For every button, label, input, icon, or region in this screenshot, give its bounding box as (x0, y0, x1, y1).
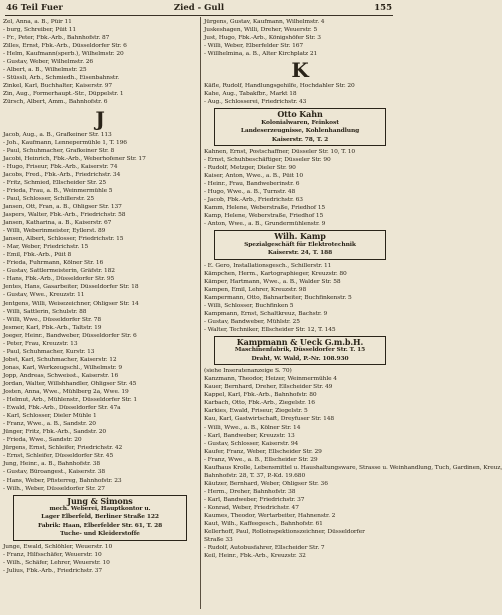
directory-entry: Kahnen, Ernst, Postschaffner, Düsseler Str. 10, T. 10 (204, 148, 356, 155)
advertisement-line: Fabrik: Haan, Elberfelder Str. 61, T. 28 (37, 521, 163, 529)
advertisement-line: Landeserzeugnisse, Kohlenhandlung (240, 127, 360, 135)
directory-entry: - Frieda, Frau, a. B., Weinmermühle 5 (3, 187, 113, 194)
directory-entry: - Emil, Fbk.-Arb., Püit 8 (3, 252, 72, 259)
directory-entry: - Willi, Weber, Elberfelder Str. 167 (204, 43, 304, 50)
left-column (3, 18, 197, 611)
directory-entry: - Stüssli, Arb., Schmiedh., Eisenbahnstr. (3, 75, 120, 82)
directory-entry: Jürgens, Ernst, Schleifer, Friedrichstr. 42 (3, 445, 123, 452)
directory-entry: - Wilh., Schäfer, Lehrer, Weuerstr. 10 (3, 559, 110, 566)
directory-entry: Joeger, Heinr., Bandweber, Düsseldorfer Str. 6 (3, 332, 137, 339)
directory-entry: - E. Gero, Installationsgesch., Schillerstr. 11 (204, 262, 332, 269)
directory-entry: Käfle, Rudolf, Handlungsgehilfe, Hochdahler Str. 20 (204, 83, 355, 90)
directory-entry: Jansen, Katharina, a. B., Kaiserstr. 67 (3, 220, 112, 227)
directory-entry: - Joh., Kaufmann, Lennepermühle 1, T. 196 (3, 139, 127, 146)
directory-entry: - Hans, Weber, Pfisterreg, Bahnhofstr. 23 (3, 477, 122, 484)
directory-entry: - Hugo, Wwe., a. B., Turnstr. 48 (204, 189, 296, 196)
directory-entry: - Jacob, Fbk.-Arb., Friedrichstr. 63 (204, 197, 303, 204)
directory-entry: Kämper, Hartmann, Wwe., a. B., Walder Str. 58 (204, 278, 341, 285)
directory-entry: Jordan, Walter, Willshhandler, Ohligser Str. 45 (3, 380, 137, 387)
directory-entry: Kamp, Helene, Weberstraße, Friedhof 15 (204, 213, 324, 220)
directory-entry: Karkies, Ewald, Friseur, Ziegelstr. 5 (204, 408, 308, 415)
directory-entry: Zürsch, Albert, Amm., Bahnhofstr. 6 (3, 99, 108, 106)
directory-entry: Jentgens, Willi, Weisezeichner, Ohligser Str. 14 (3, 300, 139, 307)
directory-entry: Jünger, Fritz, Fbk.-Arb., Sandstr. 20 (3, 429, 107, 436)
directory-entry: Jacob, Aug., a. B., Grafkeiner Str. 113 (3, 131, 112, 138)
directory-entry: - Fritz, Schmied, Ellscheider Str. 25 (3, 179, 107, 186)
directory-entry: Juskeshagen, Willi, Dreher, Weuerstr. 5 (204, 27, 318, 34)
directory-entry: - Willi, Wwe., a. B., Kölner Str. 14 (204, 424, 301, 431)
directory-entry: - Karl, Bandweber, Friedrichstr. 37 (204, 496, 305, 503)
advertisement-name: Kampmann & Ueck G.m.b.H. (236, 337, 364, 347)
directory-entry: - Gustav, Schlosser, Kaiserstr. 94 (204, 440, 299, 447)
directory-entry: Kampermann, Otto, Bahnarbeiter, Buchfinkenstr. 5 (204, 294, 352, 301)
directory-entry: - Willi, Wwe., Düsseldorfer Str. 78 (3, 316, 102, 323)
advertisement-name: Jung & Simons (67, 495, 133, 506)
directory-entry: Josten, Anna, Wwe., Mühlberg 2a, Wwe. 19 (3, 389, 129, 396)
directory-entry: - Paul, Schuhmacher, Kurstr. 13 (3, 348, 95, 355)
directory-entry: - Albert, a. B., Wilhelmstr. 25 (3, 67, 87, 74)
header-left: 46 Teil Fuer (6, 3, 63, 13)
header-rule (5, 15, 393, 16)
directory-entry: - Frieda, Fuhrmann, Kölner Str. 16 (3, 260, 104, 267)
directory-entry: - Heinr., Frau, Bandweberinstr. 6 (204, 181, 300, 188)
directory-entry: - Aug., Schlosserei, Friedrichstr. 43 (204, 99, 307, 106)
directory-entry: Kaut, Wilh., Kaffeegesch., Bahnhofstr. 61 (204, 521, 323, 528)
advertisement-box (214, 336, 386, 365)
advertisement-line: Kolonialwaren, Feinkost (261, 118, 339, 126)
directory-entry: - Herm., Dreher, Bahnhofstr. 38 (204, 488, 296, 495)
directory-entry: - Paul, Schlosser, Schillerstr. 25 (3, 195, 94, 202)
advertisement-line: Lager Elberfeld, Berliner Straße 122 (41, 513, 159, 521)
directory-entry: Kellerhoff, Paul, Rolloinspektionszeichner, Düsseldorfer (204, 529, 365, 536)
directory-entry: - Willhelmina, a. B., Alter Kirchplatz 21 (204, 51, 318, 58)
directory-entry: Keil, Heinr., Fbk.-Arb., Kreuzstr. 32 (204, 553, 306, 560)
column-divider (200, 17, 201, 609)
directory-entry: - Hugo, Friseur, Fbk.-Arb., Kaiserstr. 74 (3, 163, 118, 170)
directory-entry: - Gustav, Büroangest., Kaiserstr. 38 (3, 469, 106, 476)
directory-entry: Jacobs, Fred., Fbk.-Arb., Friedrichstr. 34 (3, 171, 121, 178)
advertisement-name: Otto Kahn (277, 109, 323, 120)
advertisement-line: Tuche- und Kleiderstoffe (60, 530, 140, 538)
directory-entry: - Anton, Wwe., a. B., Grundermühlenstr. 9 (204, 221, 326, 228)
directory-entry: Kampen, Emil, Lehrer, Kreuzstr. 98 (204, 286, 307, 293)
directory-entry: Karbach, Otto, Fbk.-Arb., Ziegelstr. 16 (204, 400, 315, 407)
directory-entry: Kahe, Aug., Tabakfbr., Markt 18 (204, 91, 297, 98)
directory-entry: - Willi, Weberinmeister, Eyllerst. 89 (3, 228, 106, 235)
directory-entry: Käutzer, Bernhard, Weber, Ohligser Str. 36 (204, 480, 328, 487)
directory-entry: - Helm, Kaufmann(sperb.), Wilhelmstr. 20 (3, 51, 124, 58)
directory-entry: Jonas, Karl, Werkzeugschl., Wilhelmstr. 9 (3, 364, 122, 371)
directory-entry: - Willi, Schlosser, Buchfinken 5 (204, 302, 294, 309)
directory-entry: - Willi, Sattlerin, Schulstr. 88 (3, 308, 87, 315)
directory-entry: Zin, Aug., Formerhaupt.-Str., Düppelstr. 1 (3, 91, 124, 98)
directory-entry: (siehe Inseratenanzeige S. 70) (204, 368, 292, 375)
directory-entry: Zel, Anna, a. B., Püir 11 (3, 19, 72, 25)
directory-entry: - Konrad, Weber, Friedrichstr. 47 (204, 504, 299, 511)
directory-entry: - Peter, Frau, Kreuzstr. 13 (3, 340, 78, 347)
directory-entry: - Ernst, Schleifer, Düsseldorfer Str. 45 (3, 453, 114, 460)
advertisement-line: Kaiserstr. 24, T. 188 (267, 249, 333, 257)
directory-entry: - Gustav, Bandweber, Mühlstr. 25 (204, 318, 300, 325)
directory-entry: Kaumes, Theodor, Wertarbeiter, Hahnenstr. 2 (204, 513, 336, 520)
directory-entry: - Karl, Bandweber, Kreuzstr. 13 (204, 432, 295, 439)
advertisement-box (13, 495, 187, 541)
directory-entry: - Franz, Wwe., a. B., Ellscheider Str. 29 (204, 456, 318, 463)
advertisement-box (214, 230, 386, 259)
directory-entry: Jesmer, Karl, Fbk.-Arb., Taltstr. 19 (3, 324, 102, 331)
advertisement-name: Wilh. Kamp (274, 231, 326, 242)
directory-entry: Kanzmann, Theodor, Heizer, Weinmermühle 4 (204, 376, 337, 383)
directory-entry: Jaspers, Walter, Fbk.-Arb., Friedrichstr. 58 (3, 211, 126, 218)
running-header (6, 3, 392, 15)
advertisement-box (214, 108, 386, 146)
directory-entry: - Gustav, Wwe., Kreuzstr. 11 (3, 292, 85, 299)
advertisement-line: Kaiserstr. 78, T. 2 (271, 135, 329, 143)
advertisement-line: Maschinenfabrik, Düsseldorfer Str. T. 15 (234, 346, 366, 354)
page-number: 155 (374, 3, 392, 13)
directory-entry: - Gustav, Sattlermeisterin, Gräfstr. 182 (3, 268, 115, 275)
directory-entry: Kauer, Bernhard, Dreher, Ellscheider Str. 49 (204, 384, 333, 391)
directory-entry: Just, Hugo, Fbk.-Arb., Königshöfer Str. 3 (204, 35, 321, 42)
section-letter: K (291, 58, 309, 83)
directory-entry: Kau, Karl, Gastwirtschaft, Dreyfuser Str. 148 (204, 416, 335, 423)
directory-entry: Kampmann, Ernst, Schaltkreuz, Bachstr. 9 (204, 310, 328, 317)
directory-entry: Jentes, Hans, Gasarbeiter, Düsseldorfer Str. 18 (3, 284, 139, 291)
directory-entry: Jung, Heinr., a. B., Bahnhofstr. 38 (3, 461, 101, 468)
directory-entry: - Franz, Wwe., a. B., Sandstr. 20 (3, 421, 96, 428)
directory-entry: Kaufer, Franz, Weber, Ellscheider Str. 29 (204, 448, 322, 455)
directory-entry: - Wilh., Weber, Düsseldorfer Str. 27 (3, 485, 105, 492)
directory-entry: Kamm, Helene, Weberstraße, Friedhof 15 (204, 205, 325, 212)
directory-entry: Kämpchen, Herm., Kartographieger, Kreuzstr. 80 (204, 270, 347, 277)
advertisement-line: Spezialgeschäft für Elektrotechnik (244, 240, 356, 248)
directory-entry: - Mar, Weber, Friedrichstr. 15 (3, 244, 89, 251)
section-letter: J (95, 106, 105, 131)
directory-entry: Jopp, Andreas, Schweisst., Kaiserstr. 16 (3, 372, 119, 379)
directory-entry: - Ernst, Schuhbeschäftiger, Düsseler Str. 90 (204, 156, 331, 163)
directory-entry: Straße 33 (204, 537, 233, 544)
directory-entry: Jacobi, Heinrich, Fbk.-Arb., Weberhofener Str. 17 (3, 155, 146, 162)
directory-entry: - Karl, Schlosser, Dieler Mühle 1 (3, 413, 97, 420)
directory-entry: Jobst, Karl, Schuhmacher, Kaiserstr. 12 (3, 356, 117, 363)
directory-entry: - Franz, Hilfsschäfer, Weuerstr. 10 (3, 551, 102, 558)
directory-entry: - Gustav, Weber, Wilhelmstr. 26 (3, 59, 94, 66)
directory-entry: - Rudolf, Autobusfahrer, Ellscheider Str. 7 (204, 545, 325, 552)
directory-entry: - Rudolf, Metzger, Dieler Str. 90 (204, 165, 296, 172)
directory-entry: Zinkel, Karl, Buchhalter, Kaiserstr. 97 (3, 83, 113, 90)
right-column (204, 18, 502, 611)
directory-entry: - Paul, Schuhmacher, Grafkeiner Str. 8 (3, 147, 115, 154)
directory-entry: Bahnhofstr. 28, T. 37, P.-Kd. 19.680 (204, 472, 306, 479)
directory-entry: Jansen, Albert, Schlosser, Friedrichstr. 15 (3, 236, 124, 243)
directory-entry: - burg, Schreiber, Püit 11 (3, 27, 77, 34)
directory-entry: Kappel, Karl, Fbk.-Arb., Bahnhofstr. 80 (204, 392, 317, 399)
directory-entry: - Walter, Techniker, Ellscheider Str. 12, T. 145 (204, 326, 336, 333)
directory-entry: Junge, Ewald, Schlöhler, Weuerstr. 10 (3, 543, 113, 550)
advertisement-line: Draht, W. Wald, P.-Nr. 108.930 (251, 354, 349, 362)
directory-entry: - Hans, Fbk.-Arb., Düsseldorfer Str. 95 (3, 276, 115, 283)
directory-entry: Jansen, Ott, Fran, a. B., Ohligser Str. 137 (3, 203, 122, 210)
directory-entry: - Helmut, Arb., Mühlenstr., Düsseldorfer Str. 1 (3, 397, 138, 404)
directory-entry: - Ewald, Fbk.-Arb., Düsseldorfer Str. 47a (3, 405, 121, 412)
directory-entry: - Julius, Fbk.-Arb., Friedrichstr. 37 (3, 567, 103, 574)
directory-entry: Kaufhaus Krolle, Lebensmittel u. Haushaltungsware, Strasse u. Weinhandlung, Tuch, Gardinen, Kreuz, (204, 464, 502, 471)
directory-entry: Kaiser, Anton, Wwe., a. B., Püit 10 (204, 173, 303, 180)
advertisement-line: mech. Weberei, Hauptkontor u. (49, 505, 151, 513)
directory-entry: - Fr., Peter, Fbk.-Arb., Bahnhofstr. 87 (3, 35, 110, 42)
directory-entry: - Frieda, Wwe., Sandstr. 20 (3, 437, 82, 444)
directory-entry: Jürgens, Gustav, Kaufmann, Wilhelmstr. 4 (204, 19, 325, 25)
directory-entry: Zilles, Ernst, Fbk.-Arb., Düsseldorfer Str. 6 (3, 43, 127, 50)
header-center: Zied - Gull (173, 3, 225, 13)
